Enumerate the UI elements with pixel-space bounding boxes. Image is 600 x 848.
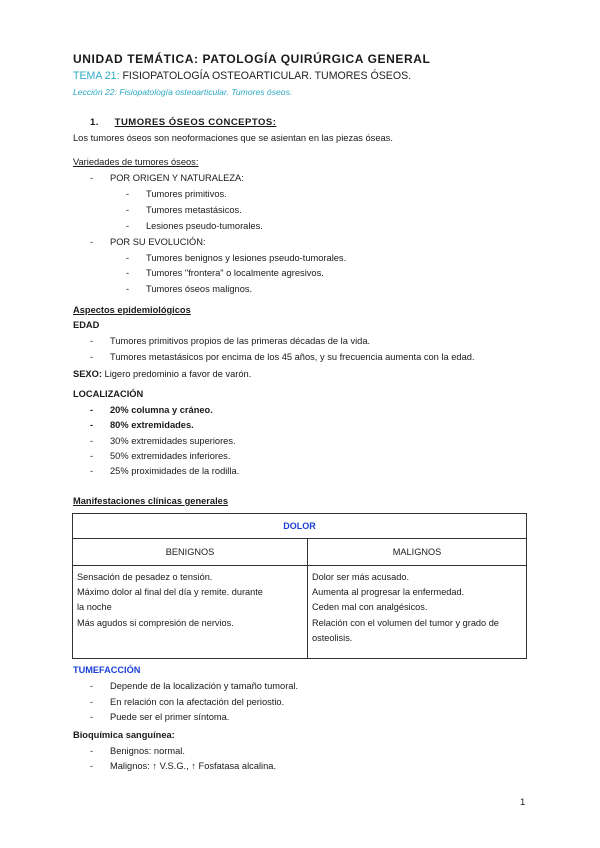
leccion-subtitle: Lección 22: Fisiopatología osteoarticular. Tumores óseos. bbox=[73, 87, 293, 97]
list-item: - En relación con la afectación del periostio. bbox=[90, 697, 285, 707]
list-item: - Tumores benignos y lesiones pseudo-tumorales. bbox=[126, 253, 347, 263]
bioquimica-heading: Bioquímica sanguínea: bbox=[73, 730, 175, 740]
list-item: - Tumores metastásicos por encima de los 45 años, y su frecuencia aumenta con la edad. bbox=[90, 352, 475, 362]
edad-heading: EDAD bbox=[73, 320, 100, 330]
list-item: - 20% columna y cráneo. bbox=[90, 405, 213, 415]
list-item: - Tumores metastásicos. bbox=[126, 205, 242, 215]
list-item: - Tumores óseos malignos. bbox=[126, 284, 253, 294]
list-item: - Tumores primitivos. bbox=[126, 189, 227, 199]
list-item: - POR SU EVOLUCIÓN: bbox=[90, 237, 206, 247]
epidemiologia-heading: Aspectos epidemiológicos bbox=[73, 305, 191, 315]
list-item: - Tumores primitivos propios de las primeras décadas de la vida. bbox=[90, 336, 371, 346]
list-item: - Malignos: ↑ V.S.G., ↑ Fosfatasa alcalina. bbox=[90, 761, 277, 771]
page-number: 1 bbox=[520, 797, 526, 808]
list-item: - POR ORIGEN Y NATURALEZA: bbox=[90, 173, 244, 183]
dolor-title: DOLOR bbox=[73, 514, 527, 539]
section-title: TUMORES ÓSEOS CONCEPTOS: bbox=[114, 117, 277, 128]
list-item: - 30% extremidades superiores. bbox=[90, 436, 236, 446]
section-number: 1. bbox=[90, 117, 99, 128]
list-item: - 50% extremidades inferiores. bbox=[90, 451, 231, 461]
intro-paragraph: Los tumores óseos son neoformaciones que se asientan en las piezas óseas. bbox=[73, 133, 393, 143]
section-heading bbox=[90, 117, 276, 128]
tema-title bbox=[73, 70, 411, 82]
dolor-table bbox=[72, 513, 527, 659]
tema-text: FISIOPATOLOGÍA OSTEOARTICULAR. TUMORES ÓSEOS. bbox=[119, 70, 412, 82]
list-item: - Puede ser el primer síntoma. bbox=[90, 712, 230, 722]
unit-title: UNIDAD TEMÁTICA: PATOLOGÍA QUIRÚRGICA GENERAL bbox=[73, 52, 431, 66]
localizacion-heading: LOCALIZACIÓN bbox=[73, 389, 144, 399]
list-item: - 25% proximidades de la rodilla. bbox=[90, 466, 240, 476]
col-benignos: BENIGNOS bbox=[73, 539, 308, 566]
list-item: - Benignos: normal. bbox=[90, 746, 185, 756]
benignos-cell: Sensación de pesadez o tensión. Máximo dolor al final del día y remite. durante la noche Más agudos si compresión de nervios. bbox=[73, 566, 308, 659]
col-malignos: MALIGNOS bbox=[308, 539, 527, 566]
list-item: - Depende de la localización y tamaño tumoral. bbox=[90, 681, 299, 691]
list-item: - 80% extremidades. bbox=[90, 420, 194, 430]
sexo-line: SEXO: Ligero predominio a favor de varón. bbox=[73, 369, 252, 379]
malignos-cell: Dolor ser más acusado. Aumenta al progresar la enfermedad. Ceden mal con analgésicos. Relación con el volumen del tumor y grado de osteolisis. bbox=[308, 566, 527, 659]
list-item: - Tumores "frontera" o localmente agresivos. bbox=[126, 268, 324, 278]
manifestaciones-heading: Manifestaciones clínicas generales bbox=[73, 496, 229, 506]
list-item: - Lesiones pseudo-tumorales. bbox=[126, 221, 263, 231]
tema-number: TEMA 21: bbox=[73, 70, 120, 82]
tumefaccion-heading: TUMEFACCIÓN bbox=[73, 665, 141, 675]
variedades-heading: Variedades de tumores óseos: bbox=[73, 157, 199, 167]
